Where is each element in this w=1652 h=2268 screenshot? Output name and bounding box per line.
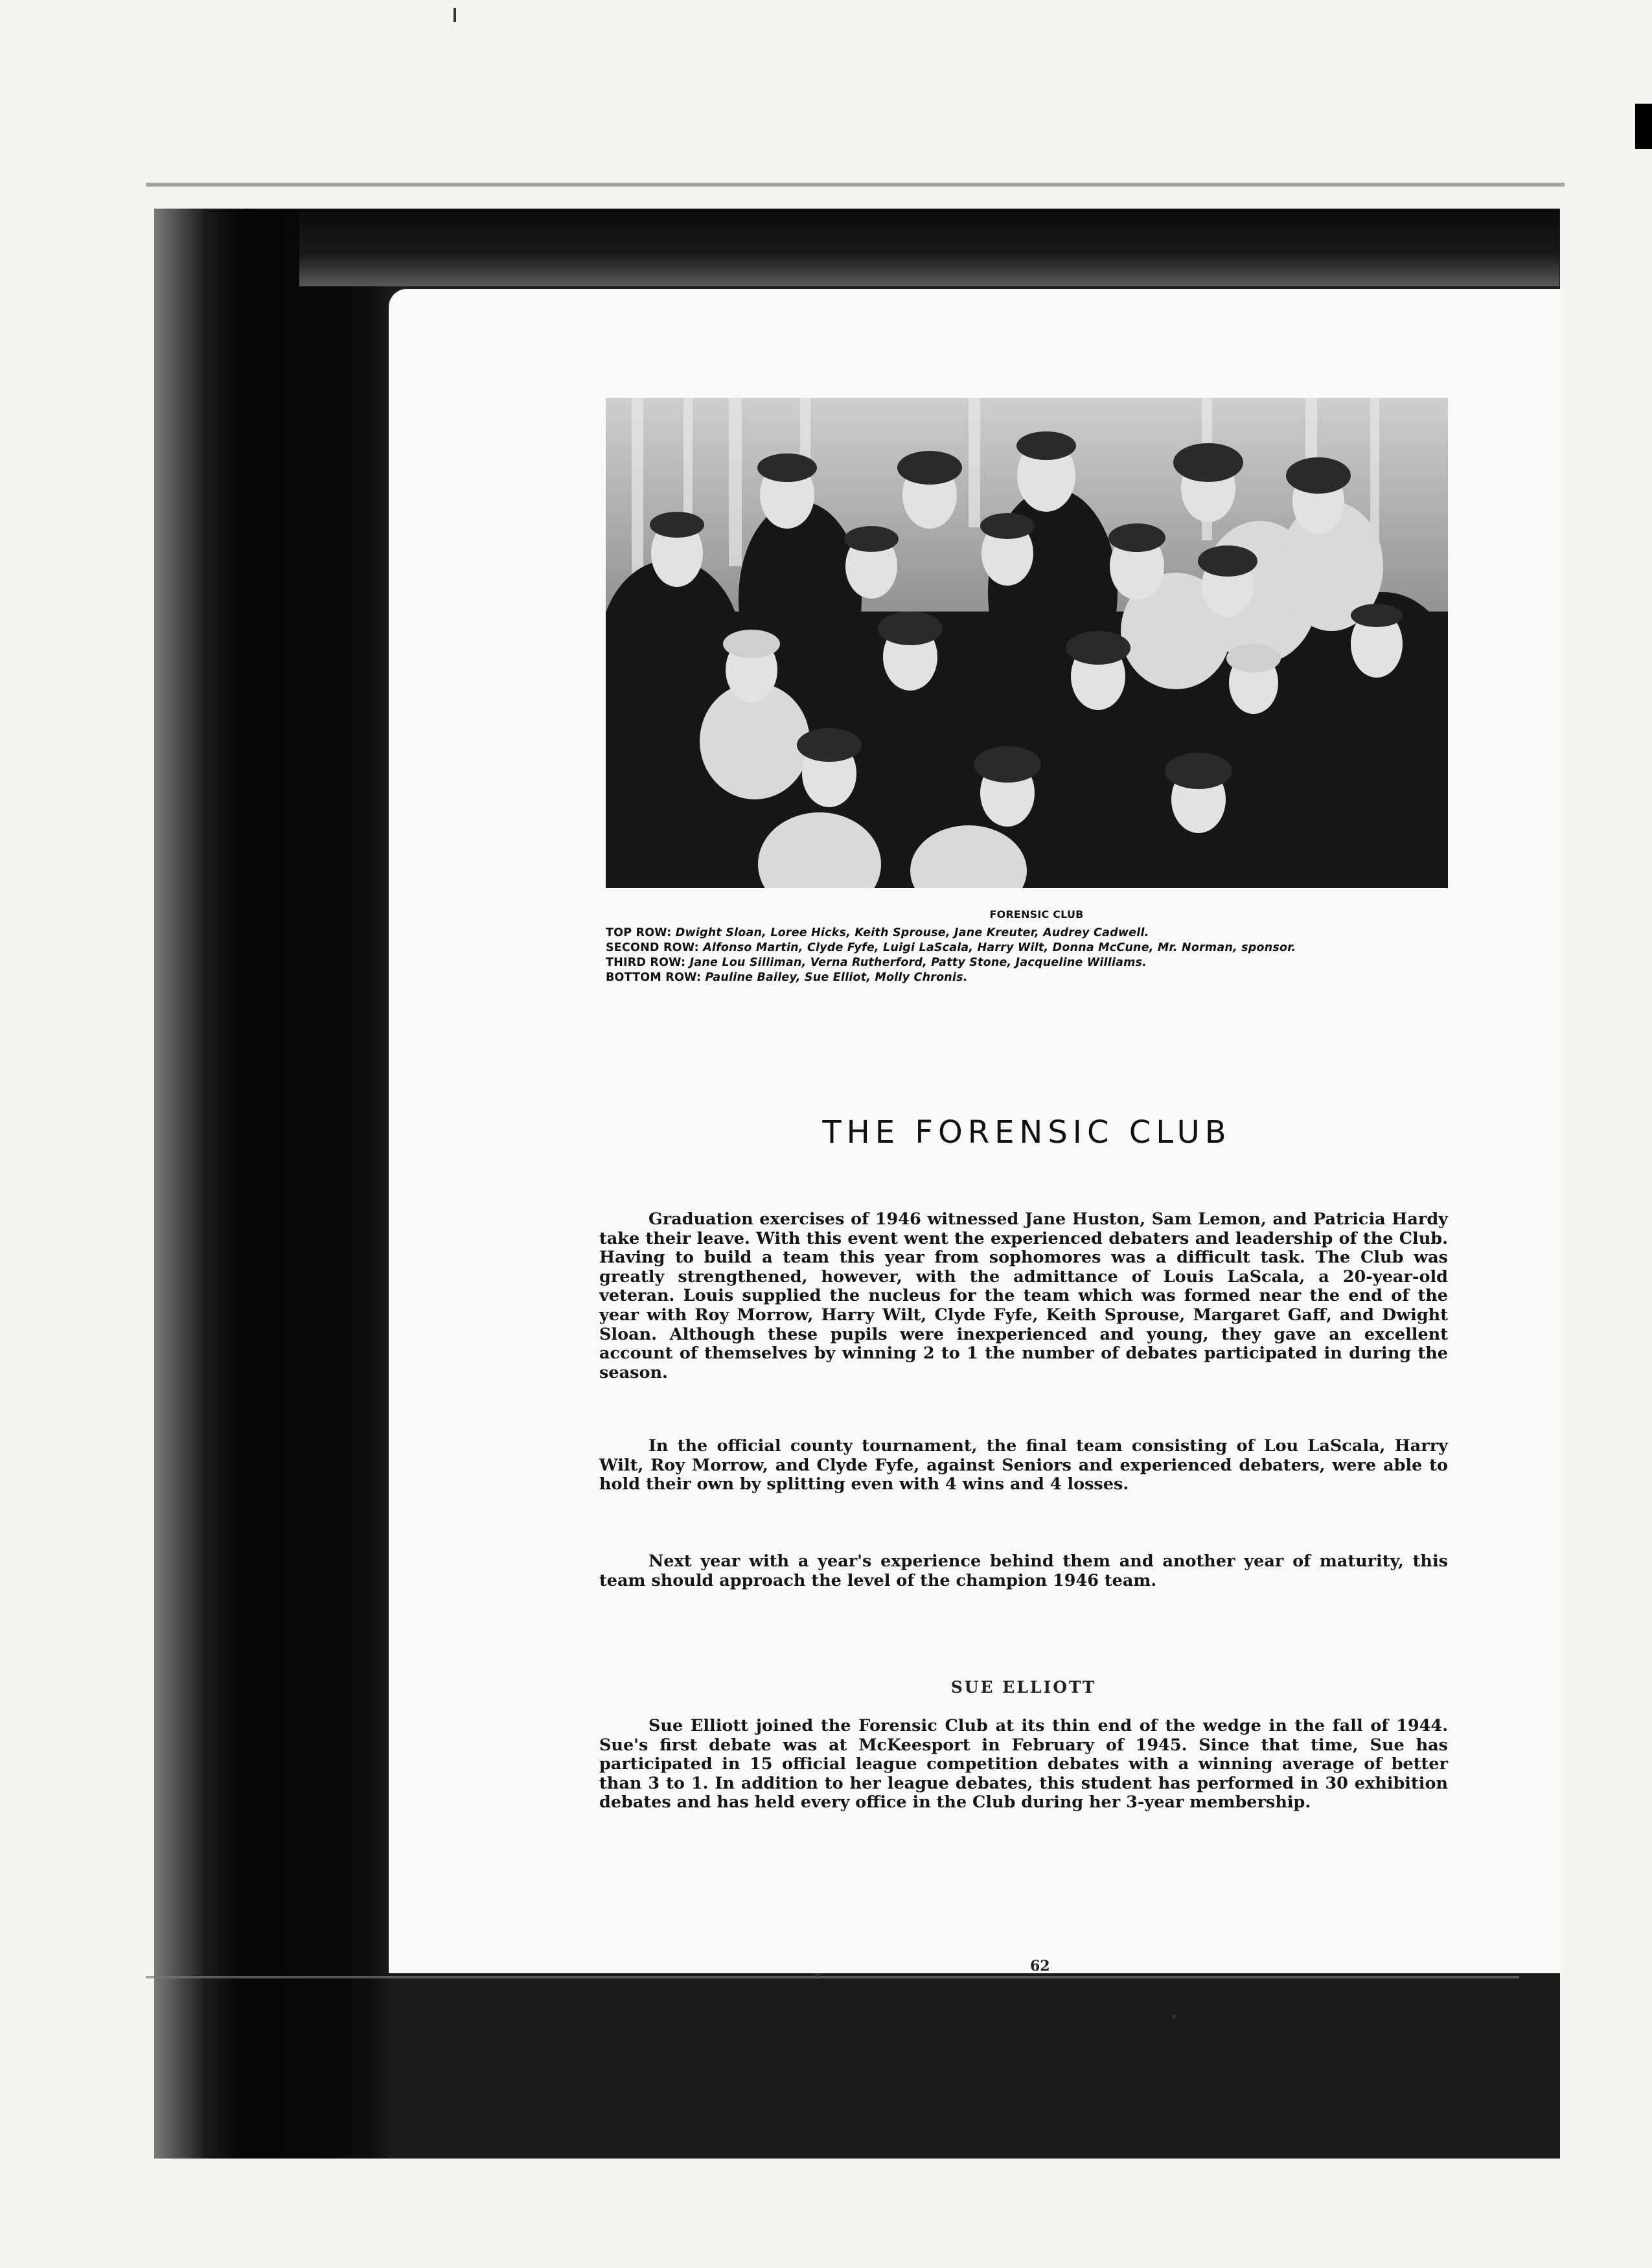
caption-row-label: SECOND ROW: <box>606 941 699 954</box>
caption-title: FORENSIC CLUB <box>989 908 1084 921</box>
caption-row-names: Alfonso Martin, Clyde Fyfe, Luigi LaScala, Harry Wilt, Donna McCune, Mr. Norman, sponsor. <box>703 941 1296 954</box>
article-paragraph-2 <box>599 1437 1448 1495</box>
caption-row-bottom <box>606 970 1467 985</box>
group-photo-illustration <box>606 398 1448 888</box>
article-title: THE FORENSIC CLUB <box>822 1114 1232 1151</box>
caption-row-names: Pauline Bailey, Sue Elliot, Molly Chronis. <box>705 971 968 984</box>
paragraph-text: In the official county tournament, the final team consisting of Lou LaScala, Harry Wilt, Roy Morrow, and Clyde Fyfe, against Seniors and experienced debaters, were able to hold their own by splitting even with 4 wins and 4 losses. <box>599 1436 1448 1495</box>
profile-heading: SUE ELLIOTT <box>950 1678 1097 1697</box>
caption-row-second <box>606 941 1467 956</box>
scan-edge-marker <box>1635 104 1652 149</box>
caption-row-label: BOTTOM ROW: <box>606 971 702 984</box>
scan-edge-line <box>146 183 1565 187</box>
caption-row-third <box>606 956 1467 970</box>
photo-caption <box>606 907 1467 985</box>
page-number: 62 <box>1030 1958 1050 1975</box>
profile-paragraph <box>599 1717 1448 1813</box>
article-paragraph-3 <box>599 1552 1448 1590</box>
caption-row-label: TOP ROW: <box>606 926 672 939</box>
scan-speck <box>453 8 456 22</box>
scan-speck <box>1173 2015 1176 2018</box>
caption-row-top <box>606 926 1467 941</box>
club-group-photo <box>606 398 1448 888</box>
caption-row-label: THIRD ROW: <box>606 956 686 969</box>
paragraph-text: Graduation exercises of 1946 witnessed Jane Huston, Sam Lemon, and Patricia Hardy take their leave. With this event went the experienced debaters and leadership of the Club. Having to build a team this year from sophomores was a difficult task. The Club was greatly strengthened, however, with the admittance of Louis LaScala, a 20-year-old veteran. Louis supplied the nucleus for the team which was formed near the end of the year with Roy Morrow, Harry Wilt, Clyde Fyfe, Keith Sprouse, Margaret Gaff, and Dwight Sloan. Although these pupils were inexperienced and young, they gave an excellent account of themselves by winning 2 to 1 the number of debates participated in during the season. <box>599 1209 1448 1382</box>
scan-top-shadow <box>299 209 1559 286</box>
paragraph-text: Sue Elliott joined the Forensic Club at its thin end of the wedge in the fall of 1944. Sue's first debate was at McKeesport in February of 1945. Since that time, Sue has participated in 15 official league competition debates with a winning average of better than 3 to 1. In addition to her league debates, this student has performed in 30 exhibition debates and has held every office in the Club during her 3-year membership. <box>599 1716 1448 1813</box>
scan-bottom-line <box>146 1976 1519 1978</box>
paragraph-text: Next year with a year's experience behind them and another year of maturity, this team should approach the level of the champion 1946 team. <box>599 1552 1448 1590</box>
scan-speck <box>816 1973 820 1976</box>
caption-row-names: Dwight Sloan, Loree Hicks, Keith Sprouse, Jane Kreuter, Audrey Cadwell. <box>675 926 1149 939</box>
caption-row-names: Jane Lou Silliman, Verna Rutherford, Patty Stone, Jacqueline Williams. <box>689 956 1147 969</box>
article-paragraph-1 <box>599 1210 1448 1382</box>
